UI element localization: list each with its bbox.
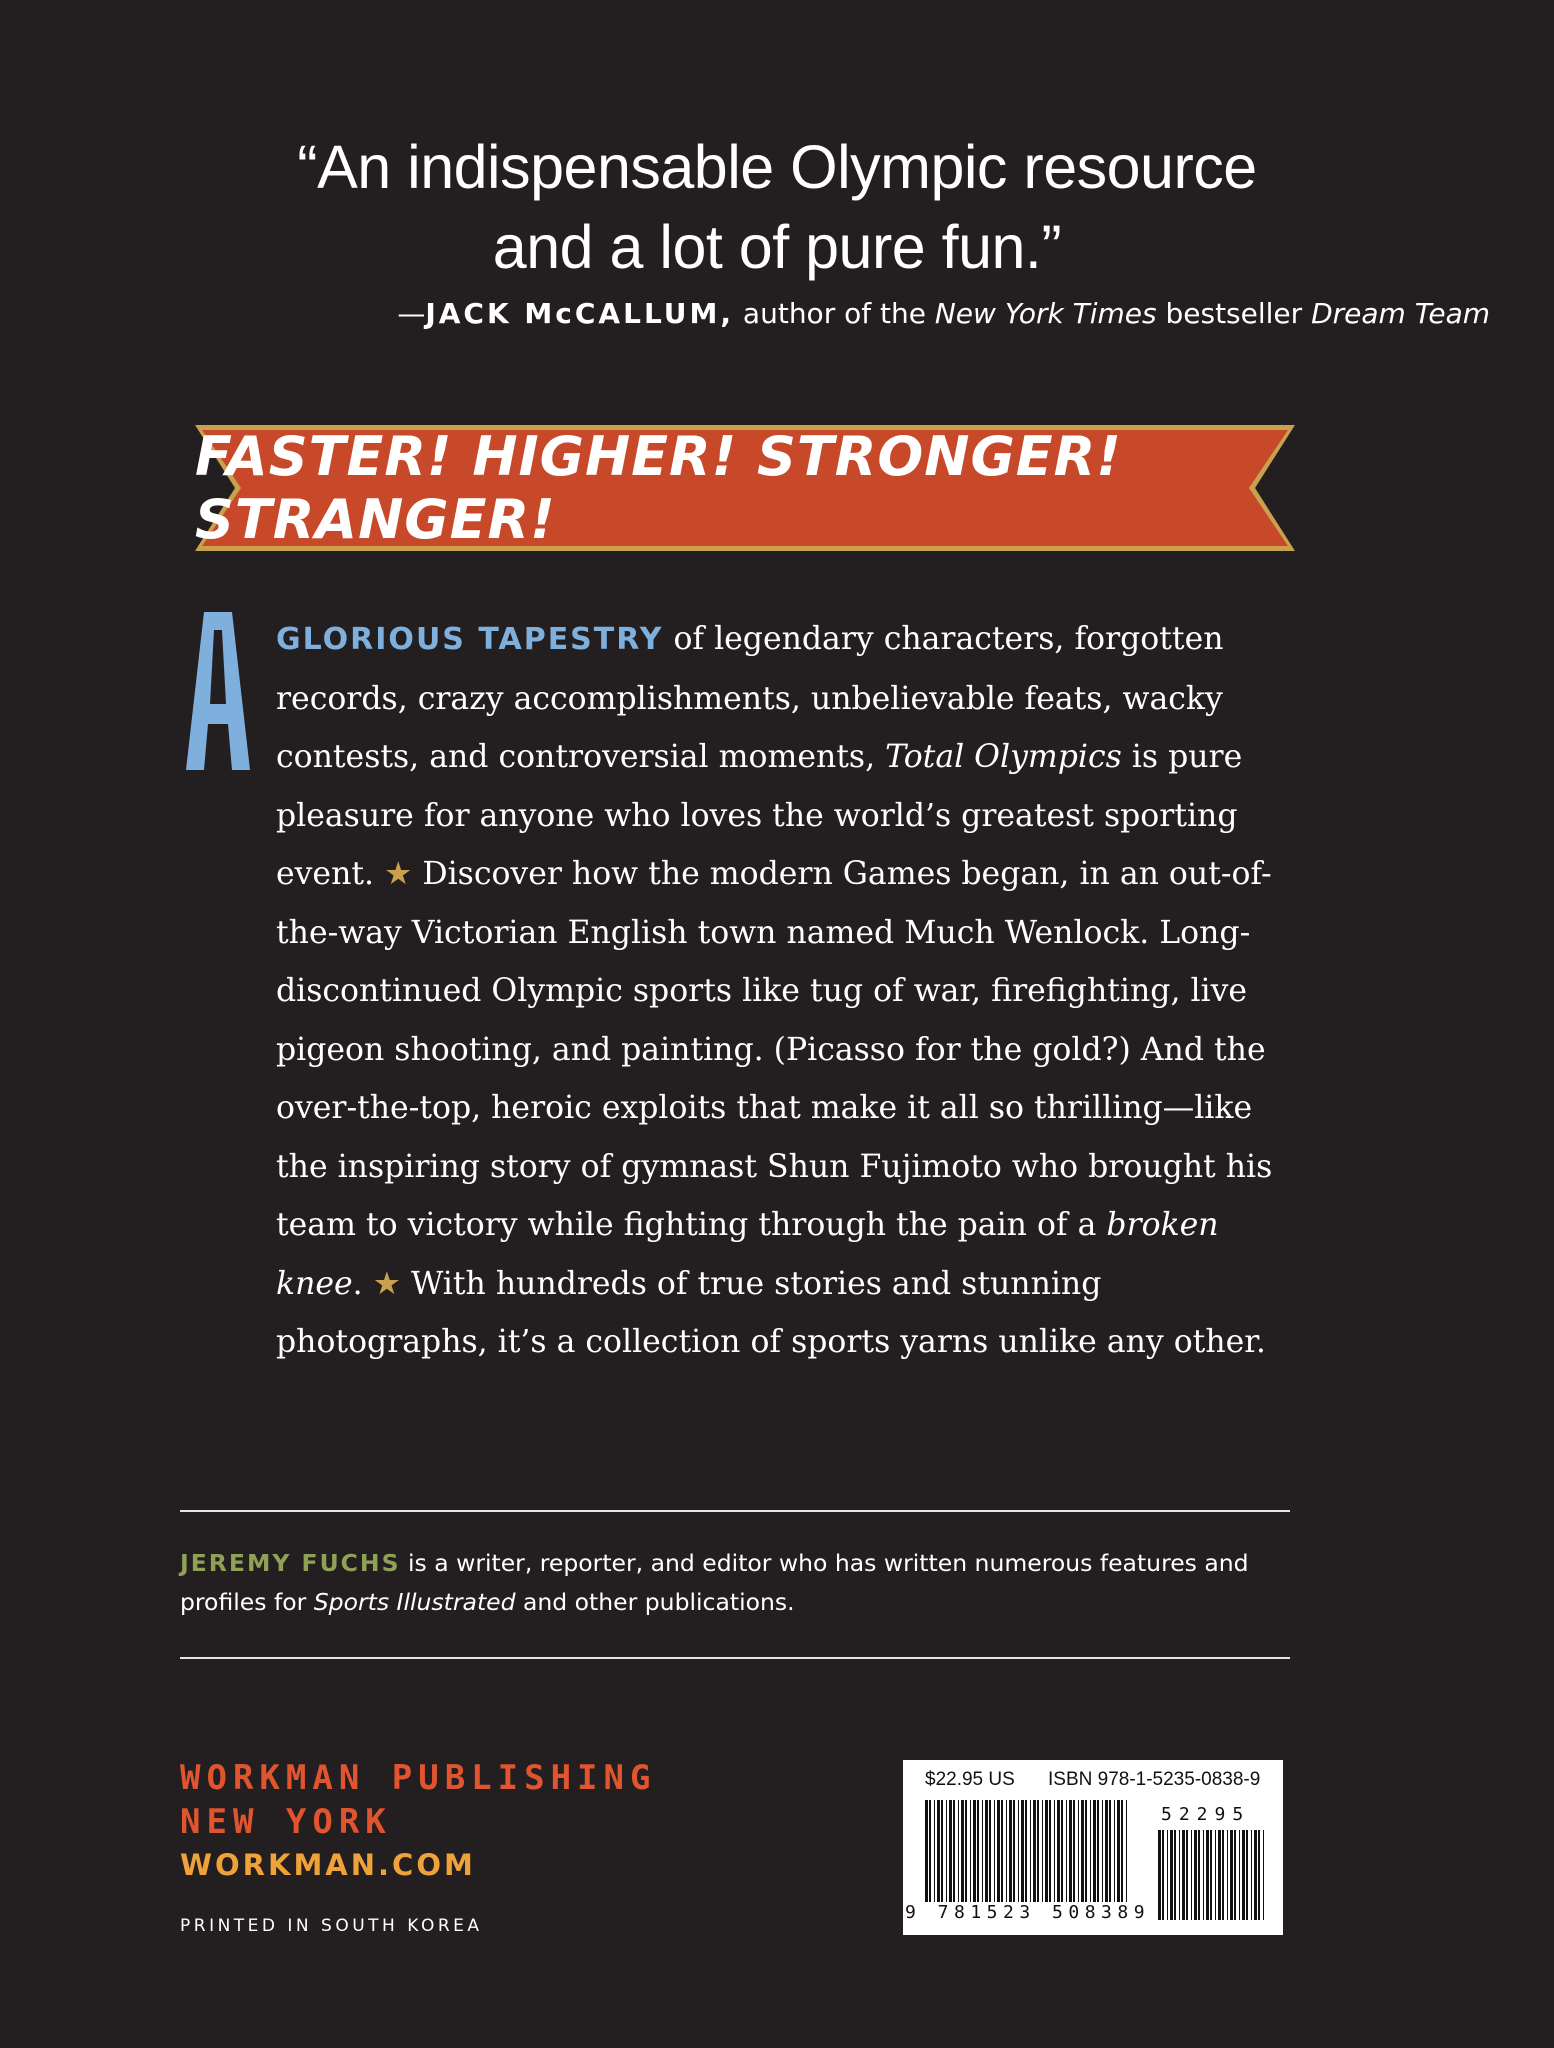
bio-text-1: is a writer, reporter, and editor who has written numerous features and profiles for — [180, 1549, 1249, 1616]
barcode-bar — [1170, 1830, 1173, 1920]
attribution-mid: bestseller — [1156, 297, 1312, 330]
ean-barcode-bars — [925, 1800, 1127, 1902]
barcode-bar — [973, 1800, 976, 1902]
barcode-bar — [1162, 1830, 1164, 1920]
attribution-name: JACK McCALLUM, — [425, 297, 735, 330]
blurb-attribution — [0, 296, 1490, 332]
barcode-bar — [1263, 1830, 1264, 1920]
barcode-bar — [929, 1800, 931, 1902]
barcode-bar — [1102, 1800, 1103, 1902]
addon-barcode-bars — [1158, 1830, 1264, 1920]
barcode-bar — [1042, 1800, 1043, 1902]
ean-digits: 9 781523 508389 — [905, 1902, 1151, 1923]
attribution-dash: — — [397, 297, 426, 330]
barcode-bar — [946, 1800, 947, 1902]
isbn-label: ISBN 978-1-5235-0838-9 — [1048, 1769, 1261, 1790]
barcode-bar — [1033, 1800, 1036, 1902]
barcode-bar — [1227, 1830, 1228, 1920]
barcode-bar — [937, 1800, 940, 1902]
description-text-1: of legendary characters, forgotten records, crazy accomplishments, unbelievable feats, wacky contests, and controversial moments, — [276, 621, 1224, 775]
barcode-bar — [1061, 1800, 1063, 1902]
barcode-bar — [1049, 1800, 1051, 1902]
barcode-bar — [1186, 1830, 1188, 1920]
attribution-pre: author of the — [734, 297, 935, 330]
description-text-3: Discover how the modern Games began, in an out-of-the-way Victorian English town named Much Wenlock. Long-discontinued Olympic sports like tug of war, firefighting, live pigeon shooting, and painting. (Picasso for the gold?) And the over-the-top, heroic exploits that make it all so thrilling—like the inspiring story of gymnast Shun Fujimoto who brought his team to victory while fighting through the pain of a — [276, 856, 1273, 1243]
barcode-bar — [1018, 1800, 1019, 1902]
description-text-4: . — [352, 1265, 373, 1302]
star-icon: ★ — [372, 1265, 401, 1302]
barcode-bar — [1105, 1800, 1108, 1902]
barcode-bar — [1215, 1830, 1216, 1920]
blurb-quote-line-2: and a lot of pure fun.” — [492, 213, 1062, 281]
description-lead: GLORIOUS TAPESTRY — [276, 622, 664, 657]
barcode-bar — [1013, 1800, 1015, 1902]
bio-text-2: and other publications. — [515, 1588, 795, 1616]
barcode-bar — [1230, 1830, 1233, 1920]
bio-publication: Sports Illustrated — [313, 1588, 516, 1616]
publisher-name: WORKMAN PUBLISHING — [180, 1758, 657, 1798]
addon-digits: 52295 — [1161, 1804, 1251, 1825]
barcode-bar — [1203, 1830, 1204, 1920]
barcode-bar — [1182, 1830, 1185, 1920]
barcode-bar — [1085, 1800, 1087, 1902]
description-text-5: With hundreds of true stories and stunning photographs, it’s a collection of sports yarns unlike any other. — [276, 1265, 1266, 1360]
barcode-bar — [1021, 1800, 1024, 1902]
banner-text: FASTER! HIGHER! STRONGER! STRANGER! — [195, 425, 1122, 551]
author-bio — [180, 1544, 1320, 1622]
barcode-bar — [982, 1800, 983, 1902]
barcode-bar — [1054, 1800, 1055, 1902]
barcode-bar — [1009, 1800, 1012, 1902]
barcode-bar — [1025, 1800, 1027, 1902]
barcode-bar — [970, 1800, 971, 1902]
barcode-bar — [1057, 1800, 1060, 1902]
barcode-bar — [1030, 1800, 1031, 1902]
barcode-bar — [989, 1800, 991, 1902]
barcode-bar — [997, 1800, 1000, 1902]
barcode-bar — [925, 1800, 928, 1902]
description-text-2: is pure pleasure for anyone who loves the world’s greatest sporting event. — [276, 739, 1243, 892]
barcode-bar — [1194, 1830, 1197, 1920]
barcode-bar — [1109, 1800, 1111, 1902]
tagline-banner — [195, 425, 1295, 551]
barcode-bar — [1117, 1800, 1120, 1902]
barcode-bar — [1090, 1800, 1091, 1902]
barcode-bar — [1222, 1830, 1224, 1920]
barcode-bar — [1218, 1830, 1221, 1920]
barcode-bar — [1258, 1830, 1260, 1920]
barcode-bar — [941, 1800, 943, 1902]
printed-location: PRINTED IN SOUTH KOREA — [180, 1916, 483, 1936]
barcode-bar — [994, 1800, 995, 1902]
blurb-quote-line-1: “An indispensable Olympic resource — [297, 133, 1257, 201]
divider-bottom — [180, 1657, 1290, 1659]
barcode-bar — [1037, 1800, 1039, 1902]
barcode-bar — [1174, 1830, 1176, 1920]
publisher-website: WORKMAN.COM — [180, 1848, 476, 1882]
barcode-bar — [1158, 1830, 1161, 1920]
barcode-bar — [1045, 1800, 1048, 1902]
barcode-bar — [1206, 1830, 1209, 1920]
barcode-bar — [1069, 1800, 1072, 1902]
description-title: Total Olympics — [885, 739, 1122, 775]
barcode-bar — [961, 1800, 964, 1902]
barcode-bar — [949, 1800, 952, 1902]
divider-top — [180, 1510, 1290, 1512]
attribution-book: Dream Team — [1311, 297, 1490, 330]
barcode-bar — [1126, 1800, 1127, 1902]
barcode-bar — [1239, 1830, 1240, 1920]
barcode-bar — [1254, 1830, 1257, 1920]
barcode-bar — [1114, 1800, 1115, 1902]
barcode-bar — [1066, 1800, 1067, 1902]
barcode-bar — [934, 1800, 935, 1902]
barcode-bar — [1073, 1800, 1075, 1902]
barcode-bar — [1179, 1830, 1180, 1920]
barcode-bar — [985, 1800, 988, 1902]
barcode-bar — [1242, 1830, 1245, 1920]
star-icon: ★ — [384, 856, 413, 892]
barcode-bar — [1078, 1800, 1079, 1902]
barcode-bar — [1093, 1800, 1096, 1902]
price-label: $22.95 US — [925, 1769, 1015, 1790]
publisher-city: NEW YORK — [180, 1802, 392, 1842]
barcode-bar — [965, 1800, 967, 1902]
author-name: JEREMY FUCHS — [180, 1549, 401, 1577]
barcode-bar — [1121, 1800, 1123, 1902]
description-emphasis: broken knee — [276, 1207, 1219, 1302]
barcode-bar — [1210, 1830, 1212, 1920]
barcode-bar — [1001, 1800, 1003, 1902]
barcode-panel — [903, 1760, 1283, 1935]
barcode-bar — [1006, 1800, 1007, 1902]
barcode-bar — [953, 1800, 955, 1902]
description-body — [186, 610, 1306, 1372]
barcode-bar — [1234, 1830, 1236, 1920]
barcode-bar — [1246, 1830, 1248, 1920]
barcode-bar — [1097, 1800, 1099, 1902]
description-paragraph — [186, 610, 1306, 1372]
attribution-publication: New York Times — [934, 297, 1157, 330]
barcode-bar — [977, 1800, 979, 1902]
barcode-bar — [1251, 1830, 1252, 1920]
barcode-bar — [958, 1800, 959, 1902]
barcode-bar — [1191, 1830, 1192, 1920]
barcode-bar — [1198, 1830, 1200, 1920]
barcode-bar — [1167, 1830, 1168, 1920]
barcode-bar — [1081, 1800, 1084, 1902]
